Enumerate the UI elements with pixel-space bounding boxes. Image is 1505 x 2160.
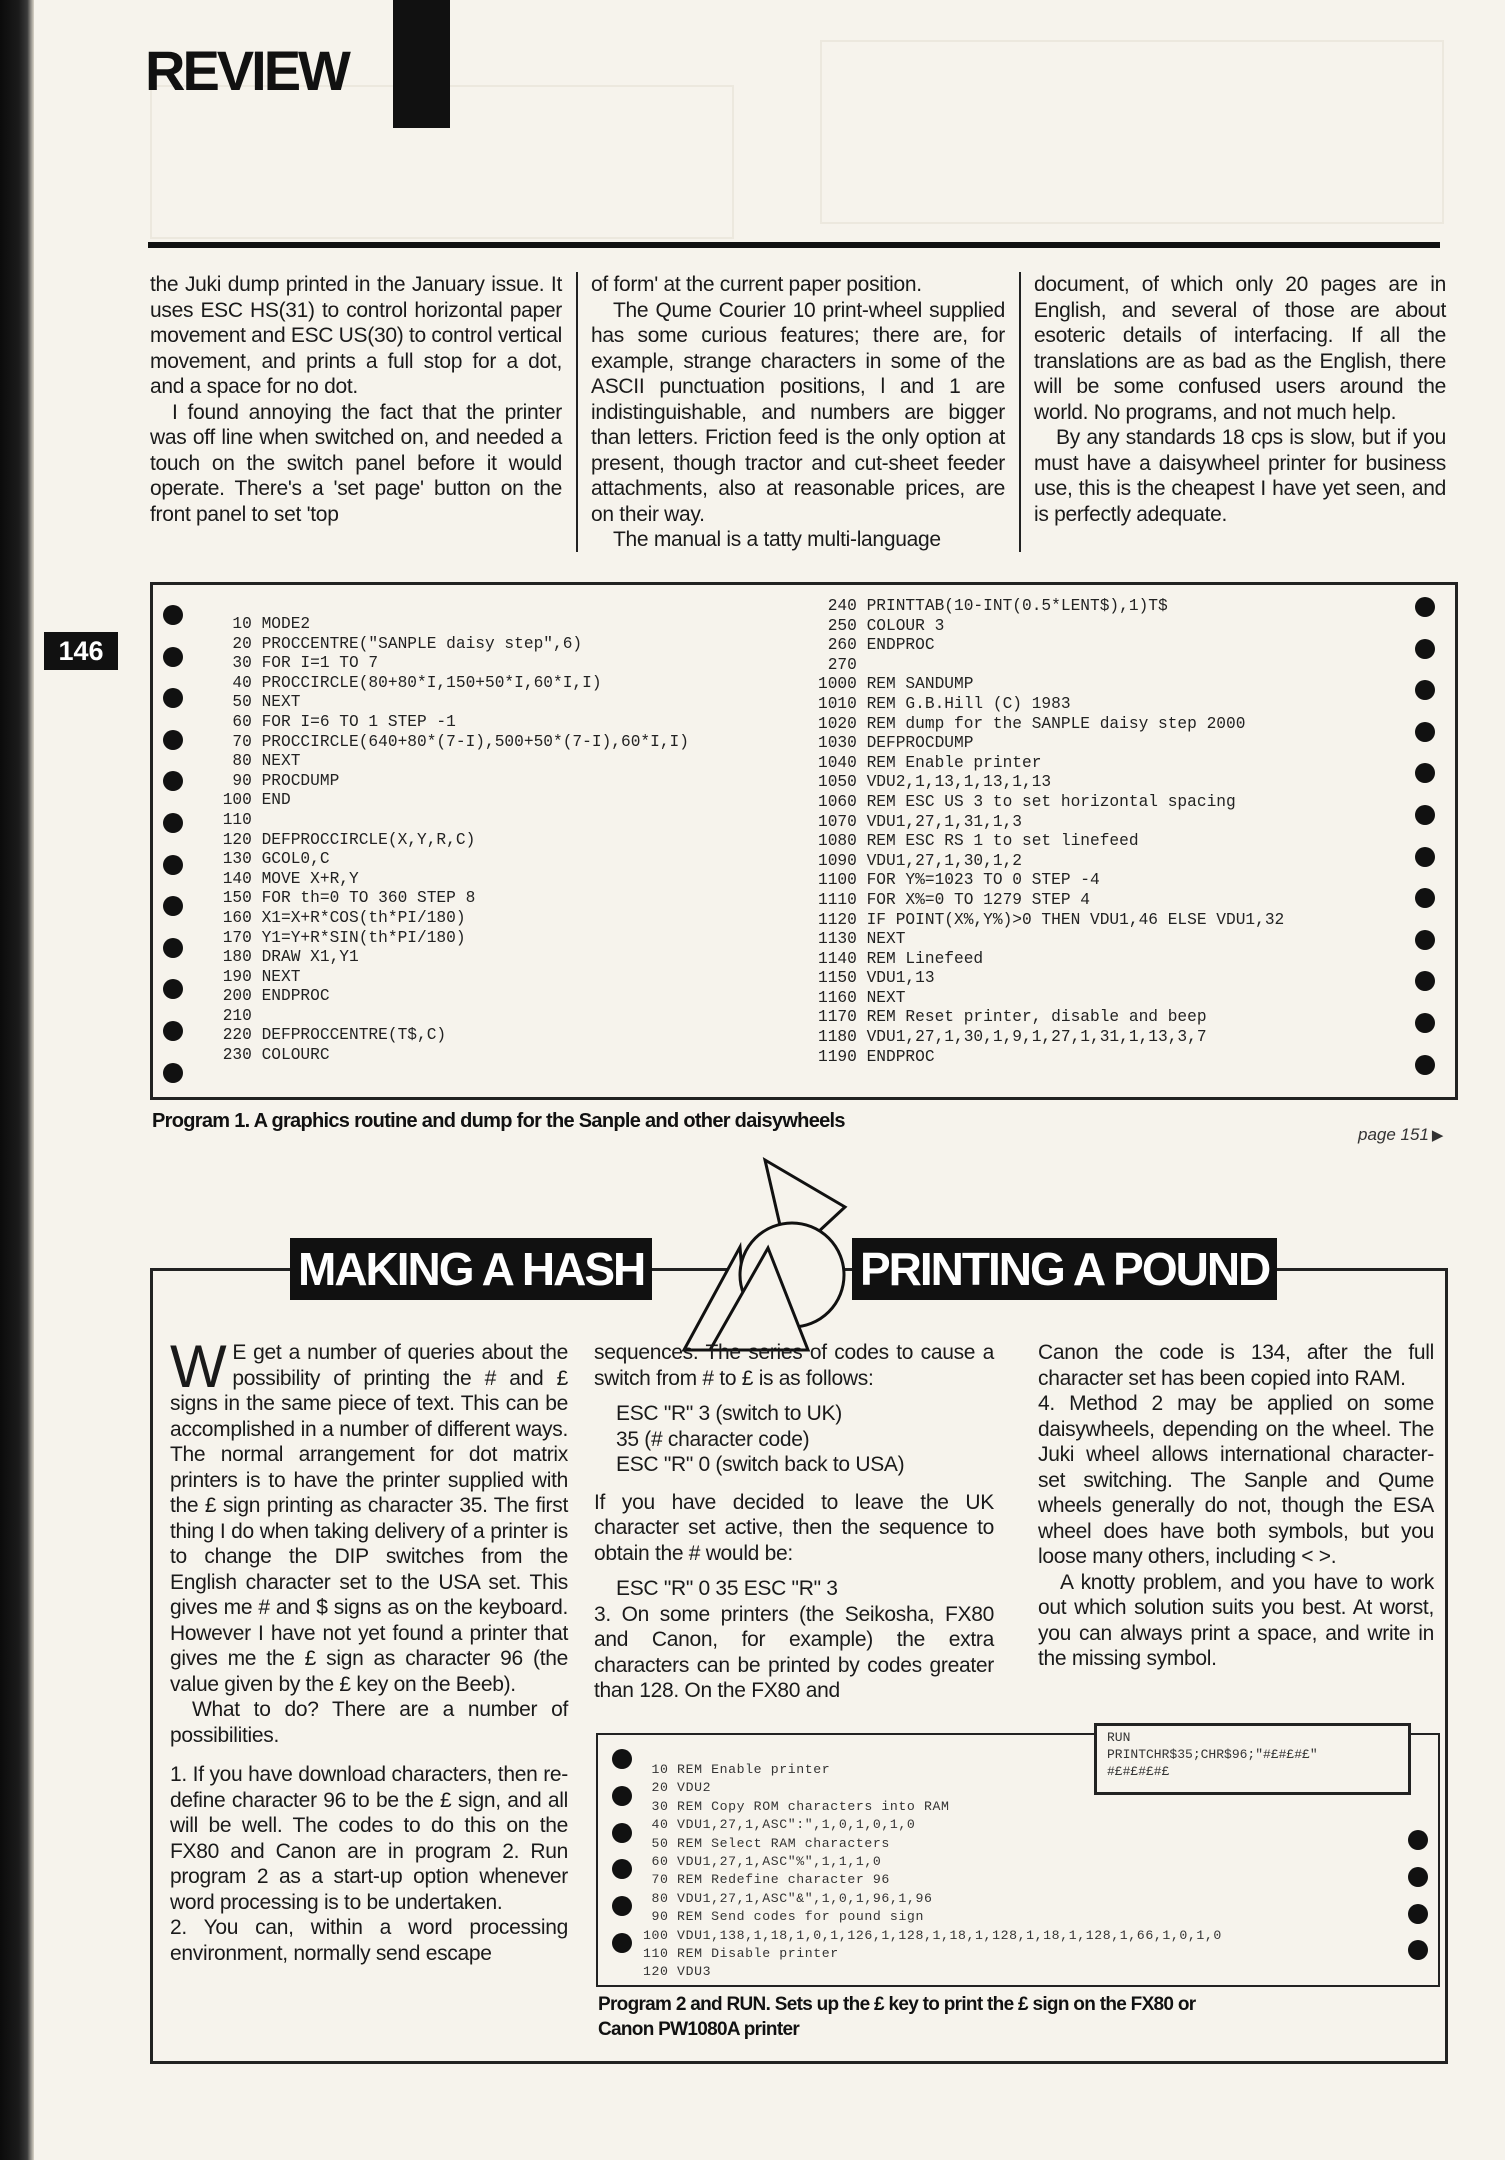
feature-column-3 (1038, 1340, 1434, 1672)
program-1-code-right: 240 PRINTTAB(10-INT(0.5*LENT$),1)T$ 250 COLOUR 3 260 ENDPROC 270 1000 REM SANDUMP 1010 REM G.B.Hill (C) 1983 1020 REM dump for the SANPLE daisy step 2000 1030 DEFPROCDUMP 1040 REM Enable printer 1050 VDU2,1,13,1,13,1,13 1060 REM ESC US 3 to set horizontal spacing 1070 VDU1,27,1,31,1,3 1080 REM ESC RS 1 to set linefeed 1090 VDU1,27,1,30,1,2 1100 FOR Y%=1023 TO 0 STEP -4 1110 FOR X%=0 TO 1279 STEP 4 1120 IF POINT(X%,Y%)>0 THEN VDU1,46 ELSE VDU1,32 1130 NEXT 1140 REM Linefeed 1150 VDU1,13 1160 NEXT 1170 REM Reset printer, disable and beep 1180 VDU1,27,1,30,1,9,1,27,1,31,1,13,3,7 1190 ENDPROC (818, 597, 1285, 1066)
top-column-2 (591, 272, 1005, 553)
paragraph: 4. Method 2 may be applied on some daisywheels, depending on the wheel. The Juki wheel allows international character-set switching. The Sanple and Qume wheels generally do not, though the ESA wheel does have both symbols, but you loose many others, including < >. (1038, 1392, 1434, 1568)
top-column-1 (150, 272, 562, 527)
page-number: 146 (44, 632, 118, 670)
column-divider (576, 272, 578, 552)
paragraph: By any standards 18 cps is slow, but if you must have a daisywheel printer for business use, this is the cheapest I have yet seen, and is perfectly adequate. (1034, 426, 1446, 526)
run-output-box: RUN PRINTCHR$35;CHR$96;"#£#£#£" #£#£#£#£ (1094, 1723, 1411, 1795)
show-through-box (820, 40, 1444, 224)
program-2-caption (598, 1992, 1195, 2042)
paragraph: I found annoying the fact that the printer was off line when switched on, and needed a touch on the switch panel before it would operate. There's a 'set page' button on the front panel to set 'top (150, 400, 562, 526)
section-title: REVIEW (145, 39, 348, 102)
column-divider (1019, 272, 1021, 552)
drop-cap: W (170, 1333, 227, 1400)
page-reference (1358, 1125, 1443, 1145)
paragraph: What to do? There are a number of possibilities. (170, 1698, 568, 1747)
paragraph: sequences. The series of codes to cause a switch from # to £ is as follows: (594, 1341, 994, 1390)
program-1-code-left: 10 MODE2 20 PROCCENTRE("SANPLE daisy step",6) 30 FOR I=1 TO 7 40 PROCCIRCLE(80+80*I,150+50*I,60*I,I) 50 NEXT 60 FOR I=6 TO 1 STEP -1 70 PROCCIRCLE(640+80*(7-I),500+50*(7-I),60*I,I) 80 NEXT 90 PROCDUMP 100 END 110 120 DEFPROCCIRCLE(X,Y,R,C) 130 GCOL0,C 140 MOVE X+R,Y 150 FOR th=0 TO 360 STEP 8 160 X1=X+R*COS(th*PI/180) 170 Y1=Y+R*SIN(th*PI/180) 180 DRAW X1,Y1 190 NEXT 200 ENDPROC 210 220 DEFPROCCENTRE(T$,C) 230 COLOURC (222, 615, 689, 1065)
arrow-right-icon: ▶ (1431, 1127, 1444, 1144)
paragraph: 2. You can, within a word processing environment, normally send escape (170, 1916, 568, 1965)
escape-sequence: ESC "R" 0 35 ESC "R" 3 (616, 1577, 838, 1600)
feature-column-1 (170, 1333, 568, 1966)
feature-column-2 (594, 1340, 994, 1704)
caption-line: Canon PW1080A printer (598, 2019, 800, 2040)
headline-left: MAKING A HASH (290, 1238, 652, 1300)
top-column-3 (1034, 272, 1446, 527)
paragraph: The manual is a tatty multi-language (613, 528, 941, 551)
tractor-holes-left (163, 605, 185, 1104)
escape-sequence: 35 (# character code) (616, 1427, 810, 1451)
caption-line: Program 2 and RUN. Sets up the £ key to print the £ sign on the FX80 or (598, 1994, 1196, 2015)
header-block (393, 0, 450, 128)
paragraph: The Qume Courier 10 print-wheel supplied has some curious features; there are, for example, strange characters in some of the ASCII punctuation positions, l and 1 are indistinguishable, and numbers are bigger than letters. Friction feed is the only option at present, though tractor and cut-sheet feeder attachments, also at reasonable prices, are on their way. (591, 298, 1005, 526)
page-reference-text: page 151 (1358, 1125, 1429, 1144)
binding-edge (0, 0, 34, 2160)
tractor-holes-right (1415, 597, 1437, 1096)
paragraph: 1. If you have download characters, then re-define character 96 to be the £ sign, and all will be well. The codes to do this on the FX80 and Canon are in program 2. Run program 2 as a start-up option whenever word processing is to be undertaken. (170, 1763, 568, 1914)
paragraph (170, 1333, 568, 1697)
tractor-holes-right (1408, 1830, 1430, 1977)
geometric-logo (670, 1152, 890, 1362)
paragraph: If you have decided to leave the UK character set active, then the sequence to obtain the # would be: (594, 1490, 994, 1565)
paragraph: 3. On some printers (the Seikosha, FX80 and Canon, for example) the extra characters can be printed by codes greater than 128. On the FX80 and (594, 1602, 994, 1702)
headline-right: PRINTING A POUND (852, 1238, 1277, 1300)
header-rule (148, 242, 1440, 248)
escape-sequence: ESC "R" 3 (switch to UK) (616, 1402, 842, 1425)
escape-sequence: ESC "R" 0 (switch back to USA) (616, 1453, 905, 1476)
paragraph: the Juki dump printed in the January issue. It uses ESC HS(31) to control horizontal paper movement and ESC US(30) to control vertical movement, and prints a full stop for a dot, and a space for no dot. (150, 273, 562, 398)
paragraph: of form' at the current paper position. (591, 273, 922, 296)
paragraph-text: E get a number of queries about the possibility of printing the # and £ signs in the same piece of text. This can be accomplished in a number of different ways. The normal arrangement for dot matrix printers is to have the printer supplied with the £ sign printing as character 35. The first thing I do when taking delivery of a printer is to change the DIP switches from the English character set to the USA set. This gives me # and $ signs as on the keyboard. However I have not yet found a printer that gives me the £ sign as character 96 (the value given by the £ key on the Beeb). (170, 1341, 568, 1696)
tractor-holes-left (612, 1749, 634, 1970)
program-1-listing (150, 582, 1458, 1100)
program-1-caption: Program 1. A graphics routine and dump for the Sanple and other daisywheels (152, 1110, 845, 1132)
paragraph: Canon the code is 134, after the full character set has been copied into RAM. (1038, 1341, 1434, 1390)
program-2-code: 10 REM Enable printer 20 VDU2 30 REM Copy ROM characters into RAM 40 VDU1,27,1,ASC":",1,0,1,0,1,0 50 REM Select RAM characters 60 VDU1,27,1,ASC"%",1,1,1,0 70 REM Redefine character 96 80 VDU1,27,1,ASC"&",1,0,1,96,1,96 90 REM Send codes for pound sign 100 VDU1,138,1,18,1,0,1,126,1,128,1,18,1,128,1,18,1,128,1,66,1,0,1,0 110 REM Disable printer 120 VDU3 (643, 1762, 1222, 1980)
paragraph: A knotty problem, and you have to work out which solution suits you best. At worst, you can always print a space, and write in the missing symbol. (1038, 1570, 1434, 1670)
paragraph: document, of which only 20 pages are in English, and several of those are about esoteric details of interfacing. If all the translations are as bad as the English, there will be some confused users around the world. No programs, and not much help. (1034, 273, 1446, 424)
